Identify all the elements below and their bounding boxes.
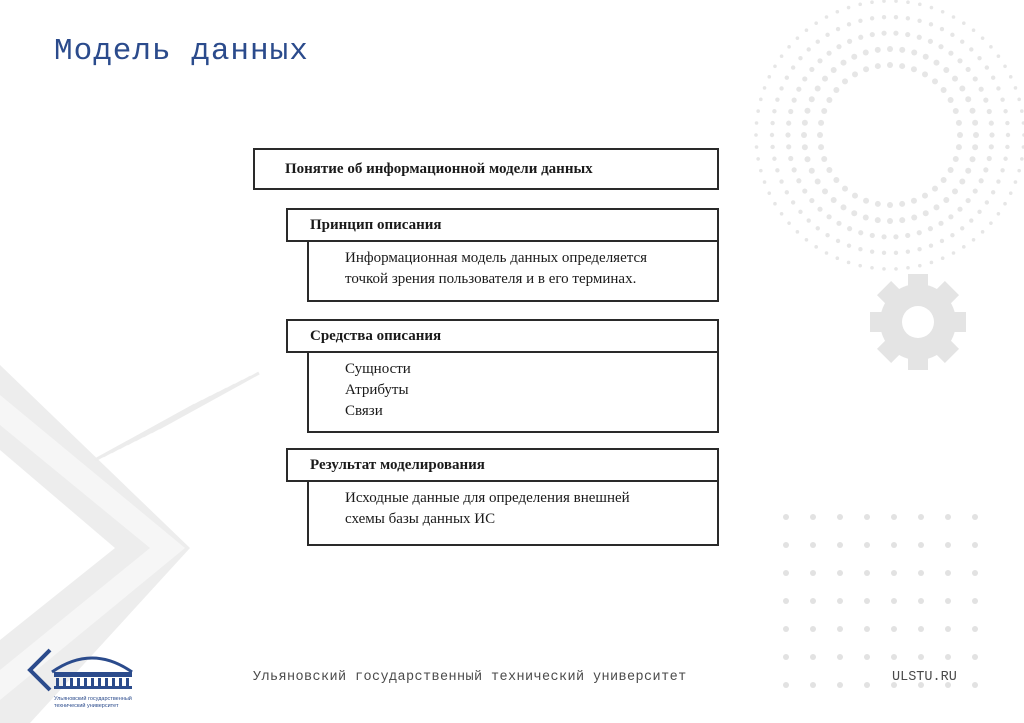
slide-title: Модель данных	[54, 34, 309, 69]
footer-website-link[interactable]: ULSTU.RU	[892, 670, 957, 685]
dot-grid-decoration	[783, 514, 978, 688]
logo-caption-line: технический университет	[54, 703, 119, 709]
main-heading-box	[253, 148, 719, 190]
content-line: Исходные данные для определения внешней	[345, 490, 630, 506]
content-line: Атрибуты	[345, 382, 409, 398]
main-heading-text: Понятие об информационной модели данных	[285, 160, 593, 177]
section-heading-text: Средства описания	[310, 327, 442, 344]
university-logo	[24, 642, 142, 712]
gear-decoration	[870, 274, 966, 370]
section-result-heading	[286, 448, 719, 482]
footer-university-name: Ульяновский государственный технический университет	[253, 670, 687, 685]
section-heading-text: Принцип описания	[310, 216, 442, 233]
section-means-content	[307, 351, 719, 433]
logo-caption-line: Ульяновский государственный	[54, 696, 132, 702]
content-line: Связи	[345, 403, 383, 419]
content-line: Сущности	[345, 361, 411, 377]
section-means-heading	[286, 319, 719, 353]
section-heading-text: Результат моделирования	[310, 456, 485, 473]
content-line: схемы базы данных ИС	[345, 511, 496, 527]
striped-decoration	[95, 373, 259, 460]
section-principle-content	[307, 240, 719, 302]
section-result-content	[307, 480, 719, 546]
content-line: точкой зрения пользователя и в его терминах.	[345, 271, 637, 287]
content-line: Информационная модель данных определяется	[345, 250, 648, 266]
dotted-ring-decoration	[754, 0, 1024, 271]
section-principle-heading	[286, 208, 719, 242]
